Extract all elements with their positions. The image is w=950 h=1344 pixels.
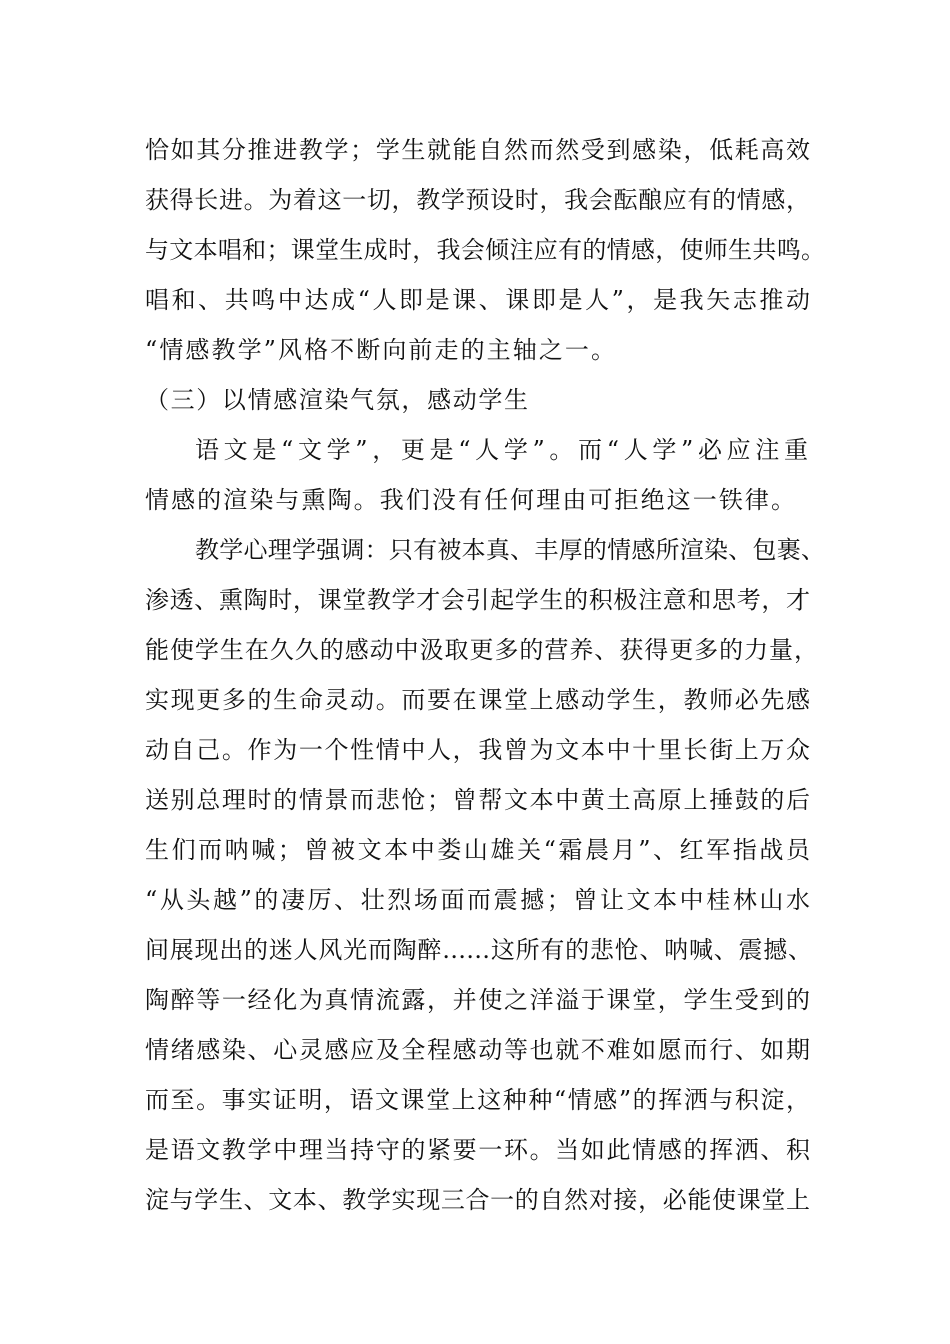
paragraph-line: 语文是“文学”，更是“人学”。而“人学”必应注重: [195, 436, 808, 464]
paragraph-line: 陶醉等一经化为真情流露，并使之洋溢于课堂，学生受到的: [145, 986, 810, 1014]
paragraph-line: 与文本唱和；课堂生成时，我会倾注应有的情感，使师生共鸣。: [145, 236, 825, 264]
paragraph-line: 获得长进。为着这一切，教学预设时，我会酝酿应有的情感，: [145, 186, 810, 214]
paragraph-line: 渗透、熏陶时，课堂教学才会引起学生的积极注意和思考，才: [145, 586, 810, 614]
paragraph-line: 能使学生在久久的感动中汲取更多的营养、获得更多的力量，: [145, 636, 818, 664]
paragraph-line: 动自己。作为一个性情中人，我曾为文本中十里长街上万众: [145, 736, 810, 764]
paragraph-3: [145, 525, 835, 1225]
paragraph-line: 而至。事实证明，语文课堂上这种种“情感”的挥洒与积淀，: [145, 1086, 810, 1114]
paragraph-line: 教学心理学强调：只有被本真、丰厚的情感所渲染、包裹、: [195, 536, 825, 564]
paragraph-line: “从头越”的凄厉、壮烈场面而震撼；曾让文本中桂林山水: [145, 886, 810, 914]
continued-paragraph: [145, 125, 835, 375]
paragraph-line: 实现更多的生命灵动。而要在课堂上感动学生，教师必先感: [145, 686, 810, 714]
paragraph-line: 间展现出的迷人风光而陶醉……这所有的悲怆、呐喊、震撼、: [145, 936, 812, 964]
paragraph-line: “情感教学”风格不断向前走的主轴之一。: [145, 336, 615, 364]
paragraph-2: [145, 425, 835, 525]
body-text: [145, 125, 835, 1225]
paragraph-line: 送别总理时的情景而悲怆；曾帮文本中黄土高原上捶鼓的后: [145, 786, 810, 814]
paragraph-line: 生们而呐喊；曾被文本中娄山雄关“霜晨月”、红军指战员: [145, 836, 810, 864]
paragraph-line: 情绪感染、心灵感应及全程感动等也就不难如愿而行、如期: [145, 1036, 810, 1064]
paragraph-line: 情感的渲染与熏陶。我们没有任何理由可拒绝这一铁律。: [145, 486, 795, 514]
paragraph-line: 唱和、共鸣中达成“人即是课、课即是人”，是我矢志推动: [145, 286, 810, 314]
section-heading: （三）以情感渲染气氛，感动学生: [145, 386, 528, 414]
paragraph-line: 是语文教学中理当持守的紧要一环。当如此情感的挥洒、积: [145, 1136, 810, 1164]
paragraph-line: 淀与学生、文本、教学实现三合一的自然对接，必能使课堂上: [145, 1186, 810, 1214]
paragraph-line: 恰如其分推进教学；学生就能自然而然受到感染，低耗高效: [145, 136, 810, 164]
